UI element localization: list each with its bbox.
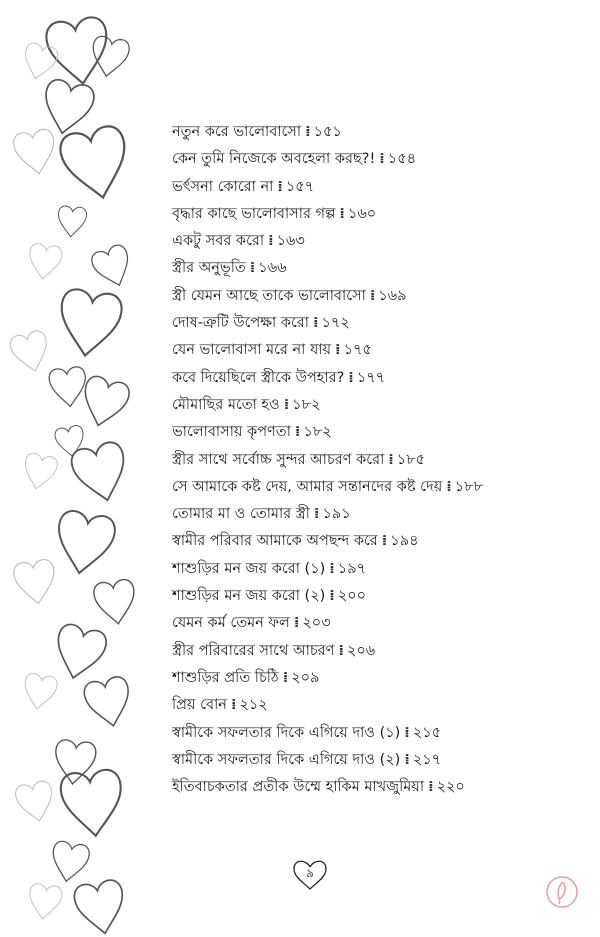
toc-page-number: ২০০	[337, 588, 367, 605]
toc-entry	[172, 310, 592, 337]
toc-page-number: ১৬৩	[276, 233, 305, 250]
toc-separator: ⁞	[338, 642, 344, 659]
toc-page-number: ১৫৪	[387, 151, 417, 168]
toc-entry	[172, 201, 592, 228]
toc-entry	[172, 692, 592, 719]
toc-separator: ⁞	[329, 560, 335, 577]
toc-title: একটু সবর করো	[172, 233, 265, 250]
toc-page-number: ২০৬	[346, 642, 376, 659]
toc-separator: ⁞	[305, 124, 311, 140]
toc-title: দোষ-ত্রুটি উপেক্ষা করো	[172, 315, 309, 332]
toc-entry	[172, 283, 592, 310]
toc-entry	[172, 419, 592, 446]
toc-page-number: ২০৯	[291, 669, 320, 686]
toc-title: স্ত্রীর সাথে সর্বোচ্চ সুন্দর আচরণ করো	[172, 451, 385, 468]
toc-entry	[172, 528, 592, 555]
toc-page-number: ১৭২	[321, 315, 350, 332]
toc-entry	[172, 337, 592, 364]
toc-title: মৌমাছির মতো হও	[172, 396, 280, 413]
toc-separator: ⁞	[335, 342, 341, 359]
toc-entry	[172, 610, 592, 637]
toc-entry	[172, 665, 592, 692]
toc-separator: ⁞	[388, 451, 394, 468]
toc-separator: ⁞	[404, 751, 410, 768]
toc-entry	[172, 174, 592, 201]
toc-page-number: ১৯১	[322, 506, 351, 523]
toc-title: স্ত্রীর অনুভূতি	[172, 260, 246, 277]
toc-separator: ⁞	[446, 478, 452, 495]
toc-separator: ⁞	[230, 697, 237, 714]
toc-page-number: ১৮২	[303, 424, 332, 441]
toc-separator: ⁞	[428, 779, 434, 796]
toc-page-number: ২১৭	[412, 751, 442, 768]
toc-title: শাশুড়ির মন জয় করো (২)	[172, 588, 326, 605]
toc-separator: ⁞	[268, 233, 274, 250]
toc-separator: ⁞	[329, 588, 335, 605]
toc-separator: ⁞	[404, 724, 410, 741]
toc-title: কেন তুমি নিজেকে অবহেলা করছ?!	[172, 151, 376, 168]
toc-entry	[172, 146, 592, 173]
toc-entry	[172, 392, 592, 419]
toc-separator: ⁞	[312, 315, 319, 332]
toc-page-number: ১৭৭	[356, 369, 386, 386]
toc-entry	[172, 556, 592, 583]
toc-title: ভর্ৎসনা কোরো না	[172, 178, 274, 195]
toc-entry	[172, 774, 592, 801]
toc-page-number: ১৯৭	[337, 560, 367, 577]
toc-entry	[172, 474, 592, 501]
page-number: ৯	[306, 866, 314, 880]
toc-entry	[172, 365, 592, 392]
toc-separator: ⁞	[249, 260, 256, 277]
toc-separator: ⁞	[339, 205, 345, 222]
toc-page-number: ১৫১	[313, 124, 342, 140]
toc-entry	[172, 228, 592, 255]
toc-title: শাশুড়ির প্রতি চিঠি	[172, 669, 279, 686]
table-of-contents	[172, 119, 592, 801]
toc-page-number: ১৬০	[347, 205, 377, 222]
toc-page-number: ১৮৮	[454, 478, 483, 495]
toc-page-number: ২১৫	[412, 724, 442, 741]
heart-border-decoration	[0, 0, 160, 937]
toc-title: স্বামীর পরিবার আমাকে অপছন্দ করে	[172, 533, 378, 550]
toc-separator: ⁞	[282, 669, 289, 686]
toc-title: স্ত্রীর পরিবারের সাথে আচরণ	[172, 642, 335, 659]
toc-title: ইতিবাচকতার প্রতীক উম্মে হাকিম মাখজুমিয়া	[172, 779, 425, 796]
toc-title: স্ত্রী যেমন আছে তাকে ভালোবাসো	[172, 287, 366, 304]
toc-title: নতুন করে ভালোবাসো	[172, 124, 302, 140]
toc-title: কবে দিয়েছিলে স্ত্রীকে উপহার?	[172, 369, 345, 386]
toc-title: সে আমাকে কষ্ট দেয়, আমার সন্তানদের কষ্ট দেয়	[172, 478, 443, 495]
toc-page-number: ১৫৭	[285, 178, 315, 195]
toc-entry	[172, 501, 592, 528]
toc-separator: ⁞	[348, 369, 354, 386]
toc-entry	[172, 583, 592, 610]
page-number-badge	[290, 857, 330, 891]
toc-separator: ⁞	[379, 151, 385, 168]
toc-page-number: ১৯৪	[390, 533, 419, 550]
toc-title: যেন ভালোবাসা মরে না যায়	[172, 342, 332, 359]
toc-page-number: ১৬৯	[378, 287, 407, 304]
toc-separator: ⁞	[277, 178, 283, 195]
toc-title: প্রিয় বোন	[172, 697, 227, 714]
toc-title: তোমার মা ও তোমার স্ত্রী	[172, 506, 310, 523]
toc-title: স্বামীকে সফলতার দিকে এগিয়ে দাও (১)	[172, 724, 401, 741]
toc-separator: ⁞	[294, 424, 301, 441]
toc-separator: ⁞	[369, 287, 376, 304]
toc-title: যেমন কর্ম তেমন ফল	[172, 615, 290, 632]
toc-entry	[172, 255, 592, 282]
feather-pen-icon	[545, 875, 579, 909]
toc-page-number: ১৭৫	[343, 342, 372, 359]
toc-page-number: ১৬৬	[258, 260, 287, 277]
toc-separator: ⁞	[283, 396, 290, 413]
toc-page-number: ১৮২	[292, 396, 321, 413]
toc-page-number: ২০৩	[302, 615, 331, 632]
toc-title: বৃদ্ধার কাছে ভালোবাসার গল্প	[172, 205, 336, 222]
toc-page-number: ২২০	[436, 779, 465, 796]
toc-title: ভালোবাসায় কৃপণতা	[172, 424, 291, 441]
toc-separator: ⁞	[381, 533, 388, 550]
toc-title: শাশুড়ির মন জয় করো (১)	[172, 560, 326, 577]
toc-entry	[172, 720, 592, 747]
toc-page-number: ২১২	[239, 697, 268, 714]
toc-entry	[172, 638, 592, 665]
toc-page-number: ১৮৫	[396, 451, 426, 468]
toc-entry	[172, 119, 592, 146]
toc-title: স্বামীকে সফলতার দিকে এগিয়ে দাও (২)	[172, 751, 401, 768]
toc-entry	[172, 447, 592, 474]
toc-separator: ⁞	[313, 506, 320, 523]
toc-separator: ⁞	[293, 615, 300, 632]
toc-entry	[172, 747, 592, 774]
